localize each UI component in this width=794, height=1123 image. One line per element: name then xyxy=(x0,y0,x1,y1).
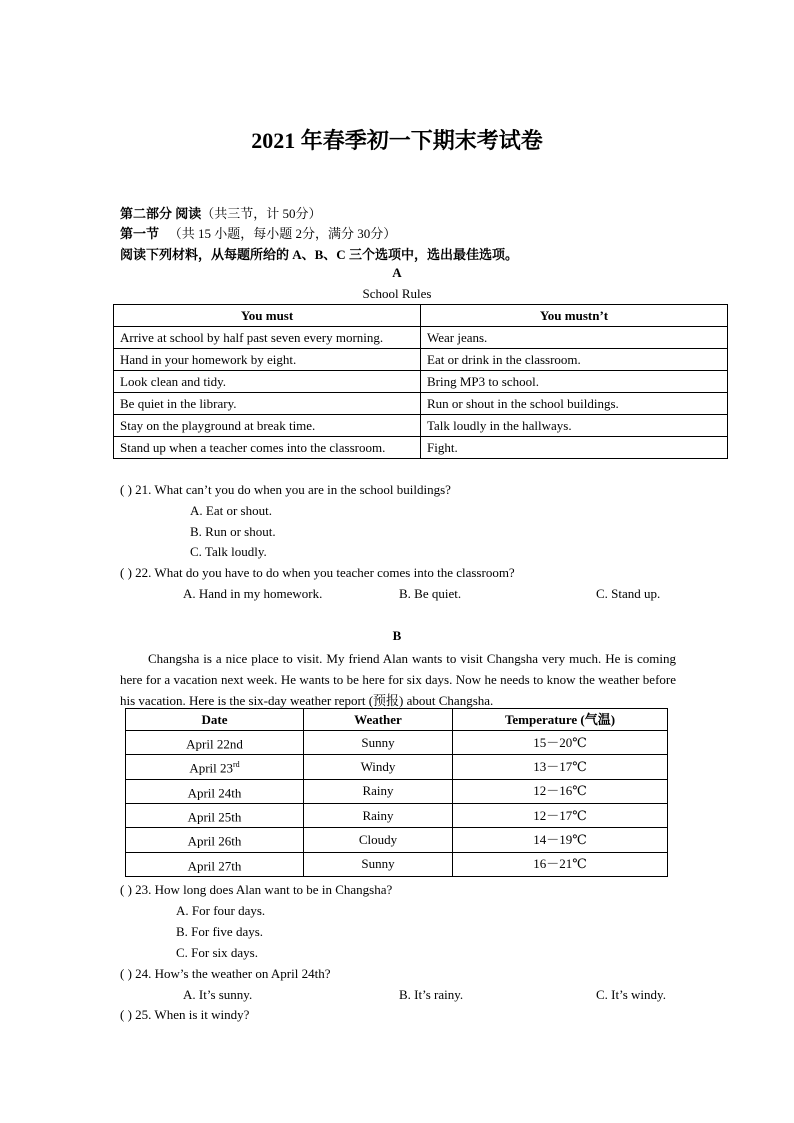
section-label: 第一节 xyxy=(120,226,160,241)
table-cell: Look clean and tidy. xyxy=(114,371,421,393)
weather-report-table xyxy=(125,708,668,877)
table-row xyxy=(114,415,728,437)
q24-option-a: A. It’s sunny. xyxy=(183,987,253,1002)
table-row xyxy=(126,731,668,755)
q24-stem: ( ) 24. How’s the weather on April 24th? xyxy=(120,966,331,981)
table-cell: Wear jeans. xyxy=(421,327,728,349)
date-cell: April 25th xyxy=(126,803,304,827)
q23-option-b: B. For five days. xyxy=(176,924,264,939)
passage-b-text: Changsha is a nice place to visit. My friend Alan wants to visit Changsha very much. He is coming here for a vacation next week. He wants to be here for six days. Now he needs to know the weather before his vacation. Here is the six-day weather report (预报) about Changsha. xyxy=(120,651,676,708)
weather-cell: Sunny xyxy=(304,852,453,876)
part-heading xyxy=(120,203,322,222)
table-row xyxy=(126,828,668,852)
table-cell: Stand up when a teacher comes into the classroom. xyxy=(114,437,421,459)
passage-b-letter: B xyxy=(392,628,402,643)
instruction: 阅读下列材料，从每题所给的 A、B、C 三个选项中，选出最佳选项。 xyxy=(120,247,518,262)
q23-option-c: C. For six days. xyxy=(176,945,258,960)
q22-option-c: C. Stand up. xyxy=(596,586,661,601)
header-weather: Weather xyxy=(304,709,453,731)
date-cell: April 23rd xyxy=(126,755,304,779)
temperature-cell: 12－17℃ xyxy=(453,803,668,827)
table-cell: Hand in your homework by eight. xyxy=(114,349,421,371)
school-rules-caption: School Rules xyxy=(362,286,432,301)
table-cell: Arrive at school by half past seven every morning. xyxy=(114,327,421,349)
table-row xyxy=(126,852,668,876)
table-cell: Fight. xyxy=(421,437,728,459)
table-row xyxy=(114,437,728,459)
q24-option-c: C. It’s windy. xyxy=(596,987,666,1002)
weather-cell: Sunny xyxy=(304,731,453,755)
weather-cell: Rainy xyxy=(304,779,453,803)
section-heading xyxy=(120,223,396,242)
table-row xyxy=(126,755,668,779)
header-temperature: Temperature (气温) xyxy=(453,709,668,731)
q21-option-c: C. Talk loudly. xyxy=(190,544,267,559)
part-detail: （共三节，计 50分） xyxy=(201,206,322,221)
table-row xyxy=(126,803,668,827)
table-row xyxy=(114,349,728,371)
date-cell: April 26th xyxy=(126,828,304,852)
table-cell: Be quiet in the library. xyxy=(114,393,421,415)
weather-cell: Windy xyxy=(304,755,453,779)
school-rules-table xyxy=(113,304,728,459)
table-row xyxy=(114,371,728,393)
temperature-cell: 12－16℃ xyxy=(453,779,668,803)
q24-option-b: B. It’s rainy. xyxy=(399,987,464,1002)
temperature-cell: 13－17℃ xyxy=(453,755,668,779)
q22-option-a: A. Hand in my homework. xyxy=(183,586,323,601)
q23-stem: ( ) 23. How long does Alan want to be in Changsha? xyxy=(120,882,393,897)
exam-title: 2021 年春季初一下期末考试卷 xyxy=(251,128,543,153)
table-header-row xyxy=(126,709,668,731)
header-date: Date xyxy=(126,709,304,731)
table-cell: Eat or drink in the classroom. xyxy=(421,349,728,371)
date-cell: April 27th xyxy=(126,852,304,876)
section-detail: （共 15 小题，每小题 2分，满分 30分） xyxy=(168,226,397,241)
table-cell: Bring MP3 to school. xyxy=(421,371,728,393)
table-row xyxy=(126,779,668,803)
q23-option-a: A. For four days. xyxy=(176,903,266,918)
q22-option-b: B. Be quiet. xyxy=(399,586,462,601)
q22-stem: ( ) 22. What do you have to do when you teacher comes into the classroom? xyxy=(120,565,515,580)
table-header-row xyxy=(114,305,728,327)
q21-option-a: A. Eat or shout. xyxy=(190,503,272,518)
q21-stem: ( ) 21. What can’t you do when you are in the school buildings? xyxy=(120,482,451,497)
table-row xyxy=(114,393,728,415)
table-cell: Stay on the playground at break time. xyxy=(114,415,421,437)
table-row xyxy=(114,327,728,349)
part-label: 第二部分 阅读 xyxy=(120,206,202,221)
q21-option-b: B. Run or shout. xyxy=(190,524,276,539)
temperature-cell: 14－19℃ xyxy=(453,828,668,852)
table-cell: Run or shout in the school buildings. xyxy=(421,393,728,415)
weather-cell: Rainy xyxy=(304,803,453,827)
date-cell: April 22nd xyxy=(126,731,304,755)
passage-a-letter: A xyxy=(392,265,402,280)
date-cell: April 24th xyxy=(126,779,304,803)
temperature-cell: 16－21℃ xyxy=(453,852,668,876)
table-cell: Talk loudly in the hallways. xyxy=(421,415,728,437)
header-you-mustnt: You mustn’t xyxy=(421,305,728,327)
weather-cell: Cloudy xyxy=(304,828,453,852)
q25-stem: ( ) 25. When is it windy? xyxy=(120,1007,250,1022)
header-you-must: You must xyxy=(114,305,421,327)
temperature-cell: 15－20℃ xyxy=(453,731,668,755)
